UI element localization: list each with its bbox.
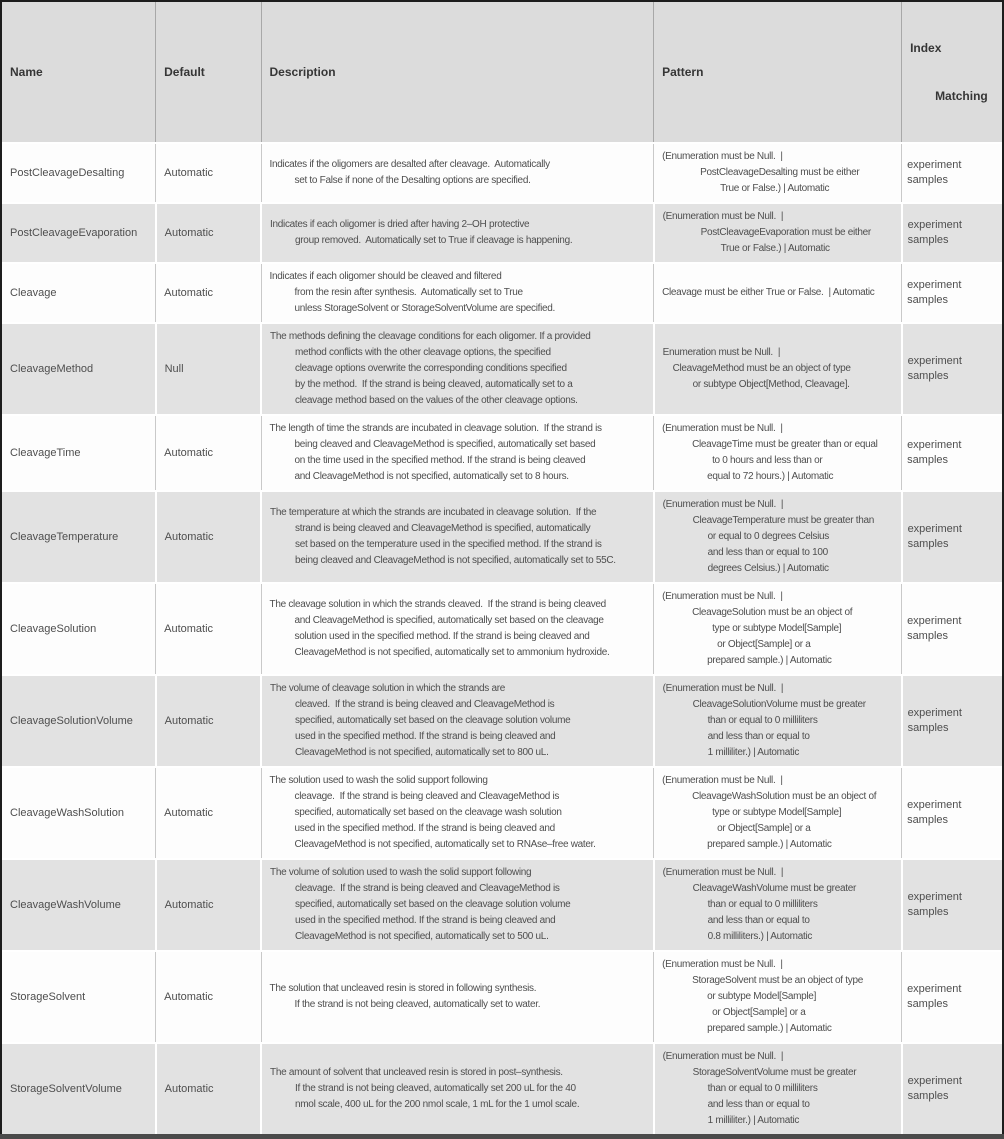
pattern-cell: [654, 263, 902, 323]
description-cell: [261, 583, 654, 675]
default-value-cell: Automatic: [156, 203, 261, 263]
option-name-cell: PostCleavageEvaporation: [2, 203, 156, 263]
description-cell: [261, 415, 654, 491]
description-line: used in the specified method. If the strand is being cleaved and: [295, 915, 556, 926]
pattern-line: CleavageWashVolume must be greater: [692, 883, 856, 894]
pattern-line: (Enumeration must be Null. |: [662, 499, 784, 510]
pattern-line: 1 milliliter.) | Automatic: [707, 1115, 800, 1126]
pattern-line: prepared sample.) | Automatic: [707, 1023, 832, 1034]
pattern-line: (Enumeration must be Null. |: [662, 775, 783, 786]
description-line: Indicates if each oligomer should be cleaved and filtered: [269, 271, 502, 282]
pattern-line: than or equal to 0 milliliters: [707, 1083, 818, 1094]
description-cell: [261, 1043, 654, 1134]
pattern-line: or Object[Sample] or a: [717, 823, 811, 834]
default-value-cell: Null: [156, 323, 261, 415]
pattern-line: (Enumeration must be Null. |: [662, 683, 784, 694]
pattern-line: StorageSolventVolume must be greater: [692, 1067, 857, 1078]
column-header-name: Name: [2, 2, 156, 143]
table-row: [2, 415, 1002, 491]
description-line: The temperature at which the strands are incubated in cleavage solution. If the: [270, 507, 597, 518]
pattern-line: or Object[Sample] or a: [717, 639, 811, 650]
pattern-line: or subtype Model[Sample]: [707, 991, 817, 1002]
pattern-cell: [654, 323, 902, 415]
pattern-line: CleavageTemperature must be greater than: [692, 515, 875, 526]
pattern-line: CleavageSolutionVolume must be greater: [692, 699, 866, 710]
default-value-cell: Automatic: [156, 491, 261, 583]
index-matching-cell: experiment samples: [902, 951, 1002, 1043]
pattern-line: PostCleavageDesalting must be either: [700, 167, 860, 178]
table-row: [2, 1043, 1002, 1134]
header-row: [2, 2, 1002, 143]
default-value-cell: Automatic: [156, 263, 261, 323]
default-value-cell: Automatic: [156, 1043, 261, 1134]
pattern-cell: [654, 675, 902, 767]
option-name-cell: StorageSolventVolume: [2, 1043, 156, 1134]
description-line: set to False if none of the Desalting options are specified.: [294, 175, 531, 186]
pattern-line: to 0 hours and less than or: [712, 455, 823, 466]
pattern-line: or equal to 0 degrees Celsius: [707, 531, 829, 542]
description-cell: [261, 859, 654, 951]
option-name-cell: CleavageSolution: [2, 583, 156, 675]
description-line: If the strand is not being cleaved, automatically set to water.: [294, 999, 541, 1010]
description-line: and CleavageMethod is not specified, automatically set to 8 hours.: [294, 471, 569, 482]
description-line: The volume of cleavage solution in which the strands are: [270, 683, 506, 694]
description-cell: [261, 951, 654, 1043]
pattern-line: (Enumeration must be Null. |: [662, 423, 783, 434]
pattern-line: (Enumeration must be Null. |: [662, 1051, 784, 1062]
description-line: specified, automatically set based on the cleavage solution volume: [295, 899, 571, 910]
option-name-cell: CleavageWashVolume: [2, 859, 156, 951]
description-cell: [261, 675, 654, 767]
option-name-cell: PostCleavageDesalting: [2, 143, 156, 203]
pattern-cell: [654, 767, 902, 859]
table-row: [2, 951, 1002, 1043]
options-table: [2, 2, 1002, 1134]
description-cell: [261, 143, 654, 203]
description-line: cleavage method based on the values of the other cleavage options.: [295, 395, 578, 406]
description-line: The amount of solvent that uncleaved resin is stored in post–synthesis.: [270, 1067, 563, 1078]
pattern-line: and less than or equal to 100: [707, 547, 828, 558]
column-header-default: Default: [156, 2, 261, 143]
pattern-cell: [654, 415, 902, 491]
description-line: specified, automatically set based on the cleavage wash solution: [294, 807, 562, 818]
option-name-cell: CleavageMethod: [2, 323, 156, 415]
option-name-cell: Cleavage: [2, 263, 156, 323]
description-line: CleavageMethod is not specified, automatically set to 500 uL.: [295, 931, 549, 942]
pattern-line: (Enumeration must be Null. |: [662, 959, 783, 970]
index-matching-cell: experiment samples: [902, 491, 1002, 583]
description-line: The length of time the strands are incubated in cleavage solution. If the strand is: [269, 423, 602, 434]
description-line: on the time used in the specified method. If the strand is being cleaved: [294, 455, 586, 466]
description-line: cleavage. If the strand is being cleaved and CleavageMethod is: [295, 883, 560, 894]
default-value-cell: Automatic: [156, 767, 261, 859]
description-line: nmol scale, 400 uL for the 200 nmol scale, 1 mL for the 1 umol scale.: [295, 1099, 580, 1110]
description-line: The cleavage solution in which the strands cleaved. If the strand is being cleaved: [269, 599, 606, 610]
pattern-line: (Enumeration must be Null. |: [662, 211, 784, 222]
description-line: by the method. If the strand is being cleaved, automatically set to a: [295, 379, 573, 390]
column-header-description: Description: [261, 2, 654, 143]
description-cell: [261, 323, 654, 415]
description-line: If the strand is not being cleaved, automatically set 200 uL for the 40: [295, 1083, 576, 1094]
table-bottom-border: [0, 1134, 1004, 1139]
description-cell: [261, 263, 654, 323]
pattern-cell: [654, 859, 902, 951]
table-row: [2, 859, 1002, 951]
pattern-line: Cleavage must be either True or False. | Automatic: [662, 287, 875, 298]
option-name-cell: StorageSolvent: [2, 951, 156, 1043]
pattern-cell: [654, 491, 902, 583]
description-line: used in the specified method. If the strand is being cleaved and: [294, 823, 555, 834]
description-cell: [261, 203, 654, 263]
table-row: [2, 323, 1002, 415]
description-line: and CleavageMethod is specified, automatically set based on the cleavage: [294, 615, 604, 626]
option-name-cell: CleavageWashSolution: [2, 767, 156, 859]
pattern-line: CleavageSolution must be an object of: [692, 607, 853, 618]
index-matching-cell: experiment samples: [902, 859, 1002, 951]
description-line: method conflicts with the other cleavage options, the specified: [295, 347, 551, 358]
pattern-cell: [654, 143, 902, 203]
description-line: CleavageMethod is not specified, automatically set to 800 uL.: [295, 747, 549, 758]
description-line: used in the specified method. If the strand is being cleaved and: [295, 731, 556, 742]
pattern-cell: [654, 203, 902, 263]
description-line: unless StorageSolvent or StorageSolventVolume are specified.: [294, 303, 556, 314]
pattern-line: Enumeration must be Null. |: [662, 347, 781, 358]
pattern-line: 0.8 milliliters.) | Automatic: [707, 931, 813, 942]
description-line: The solution used to wash the solid support following: [269, 775, 488, 786]
option-name-cell: CleavageTemperature: [2, 491, 156, 583]
description-line: CleavageMethod is not specified, automatically set to RNAse–free water.: [294, 839, 596, 850]
pattern-line: equal to 72 hours.) | Automatic: [707, 471, 834, 482]
pattern-line: and less than or equal to: [707, 731, 810, 742]
default-value-cell: Automatic: [156, 951, 261, 1043]
pattern-line: True or False.) | Automatic: [720, 183, 830, 194]
default-value-cell: Automatic: [156, 859, 261, 951]
description-line: group removed. Automatically set to True if cleavage is happening.: [295, 235, 573, 246]
description-line: being cleaved and CleavageMethod is specified, automatically set based: [294, 439, 596, 450]
description-line: cleaved. If the strand is being cleaved and CleavageMethod is: [295, 699, 555, 710]
index-matching-cell: experiment samples: [902, 1043, 1002, 1134]
pattern-cell: [654, 1043, 902, 1134]
description-line: The solution that uncleaved resin is stored in following synthesis.: [269, 983, 537, 994]
pattern-line: or Object[Sample] or a: [712, 1007, 806, 1018]
option-name-cell: CleavageTime: [2, 415, 156, 491]
pattern-line: (Enumeration must be Null. |: [662, 151, 783, 162]
description-line: Indicates if the oligomers are desalted after cleavage. Automatically: [269, 159, 550, 170]
description-line: set based on the temperature used in the specified method. If the strand is: [295, 539, 602, 550]
pattern-line: True or False.) | Automatic: [720, 243, 830, 254]
table-row: [2, 767, 1002, 859]
pattern-line: prepared sample.) | Automatic: [707, 839, 832, 850]
description-line: The methods defining the cleavage conditions for each oligomer. If a provided: [270, 331, 591, 342]
description-line: from the resin after synthesis. Automatically set to True: [294, 287, 523, 298]
description-line: specified, automatically set based on the cleavage solution volume: [295, 715, 571, 726]
pattern-cell: [654, 951, 902, 1043]
table-row: [2, 491, 1002, 583]
index-matching-cell: experiment samples: [902, 203, 1002, 263]
index-matching-cell: experiment samples: [902, 415, 1002, 491]
description-line: cleavage. If the strand is being cleaved and CleavageMethod is: [294, 791, 560, 802]
column-header-pattern: Pattern: [654, 2, 902, 143]
index-matching-cell: experiment samples: [902, 143, 1002, 203]
pattern-line: CleavageWashSolution must be an object of: [692, 791, 877, 802]
default-value-cell: Automatic: [156, 675, 261, 767]
index-matching-cell: experiment samples: [902, 767, 1002, 859]
pattern-line: and less than or equal to: [707, 915, 810, 926]
pattern-line: StorageSolvent must be an object of type: [692, 975, 863, 986]
pattern-line: and less than or equal to: [707, 1099, 810, 1110]
pattern-line: than or equal to 0 milliliters: [707, 899, 818, 910]
pattern-line: CleavageTime must be greater than or equal: [692, 439, 878, 450]
pattern-line: than or equal to 0 milliliters: [707, 715, 818, 726]
index-matching-cell: experiment samples: [902, 323, 1002, 415]
pattern-cell: [654, 583, 902, 675]
table-row: [2, 203, 1002, 263]
pattern-line: or subtype Object[Method, Cleavage].: [692, 379, 850, 390]
pattern-line: degrees Celsius.) | Automatic: [707, 563, 829, 574]
description-line: Indicates if each oligomer is dried after having 2–OH protective: [270, 219, 530, 230]
column-header-index-matching: [902, 2, 1002, 143]
default-value-cell: Automatic: [156, 415, 261, 491]
pattern-line: CleavageMethod must be an object of type: [672, 363, 851, 374]
description-line: being cleaved and CleavageMethod is not specified, automatically set to 55C.: [295, 555, 616, 566]
pattern-line: type or subtype Model[Sample]: [712, 807, 842, 818]
default-value-cell: Automatic: [156, 143, 261, 203]
description-line: cleavage options overwrite the corresponding conditions specified: [295, 363, 567, 374]
pattern-line: type or subtype Model[Sample]: [712, 623, 842, 634]
pattern-line: (Enumeration must be Null. |: [662, 591, 783, 602]
table-row: [2, 143, 1002, 203]
description-line: solution used in the specified method. If the strand is being cleaved and: [294, 631, 590, 642]
pattern-line: PostCleavageEvaporation must be either: [700, 227, 871, 238]
pattern-line: prepared sample.) | Automatic: [707, 655, 832, 666]
description-line: strand is being cleaved and CleavageMethod is specified, automatically: [295, 523, 591, 534]
table-row: [2, 675, 1002, 767]
default-value-cell: Automatic: [156, 583, 261, 675]
table-body: [2, 143, 1002, 1134]
table-row: [2, 263, 1002, 323]
index-matching-cell: experiment samples: [902, 583, 1002, 675]
pattern-line: (Enumeration must be Null. |: [662, 867, 784, 878]
pattern-line: 1 milliliter.) | Automatic: [707, 747, 800, 758]
index-matching-cell: experiment samples: [902, 263, 1002, 323]
description-line: CleavageMethod is not specified, automatically set to ammonium hydroxide.: [294, 647, 610, 658]
description-cell: [261, 767, 654, 859]
index-header-line-2: Matching: [935, 89, 988, 103]
description-cell: [261, 491, 654, 583]
index-matching-cell: experiment samples: [902, 675, 1002, 767]
index-header-line-1: Index: [910, 41, 942, 55]
table-row: [2, 583, 1002, 675]
option-name-cell: CleavageSolutionVolume: [2, 675, 156, 767]
description-line: The volume of solution used to wash the solid support following: [270, 867, 532, 878]
